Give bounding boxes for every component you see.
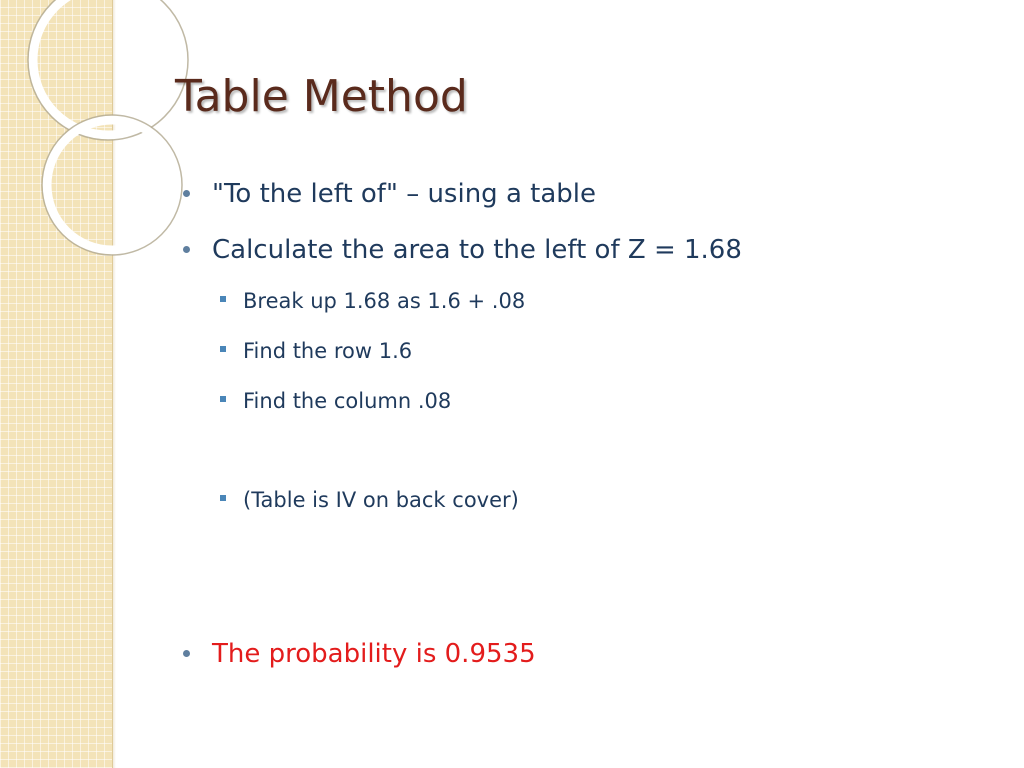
sub-bullet-item [243, 387, 451, 415]
bullet-item [212, 177, 596, 211]
bullet-dot-icon [183, 246, 190, 253]
sub-bullet-text: Find the row 1.6 [243, 339, 413, 363]
bullet-text: "To the left of" – using a table [212, 179, 596, 209]
sub-bullet-text: Find the column .08 [243, 389, 452, 413]
sub-bullet-item [243, 486, 519, 514]
bullet-text: Calculate the area to the left of Z = 1.68 [212, 235, 742, 265]
result-bullet-item [212, 637, 536, 671]
bullet-item [212, 233, 742, 267]
bullet-dot-icon [183, 650, 190, 657]
square-bullet-icon [220, 495, 226, 501]
square-bullet-icon [220, 396, 226, 402]
slide-title: Table Method [175, 71, 468, 122]
result-text: The probability is 0.9535 [212, 639, 536, 669]
bullet-dot-icon [183, 190, 190, 197]
sub-bullet-item [243, 287, 525, 315]
square-bullet-icon [220, 296, 226, 302]
sub-bullet-item [243, 337, 412, 365]
sub-bullet-text: Break up 1.68 as 1.6 + .08 [243, 289, 526, 313]
square-bullet-icon [220, 346, 226, 352]
sub-bullet-text: (Table is IV on back cover) [243, 488, 519, 512]
